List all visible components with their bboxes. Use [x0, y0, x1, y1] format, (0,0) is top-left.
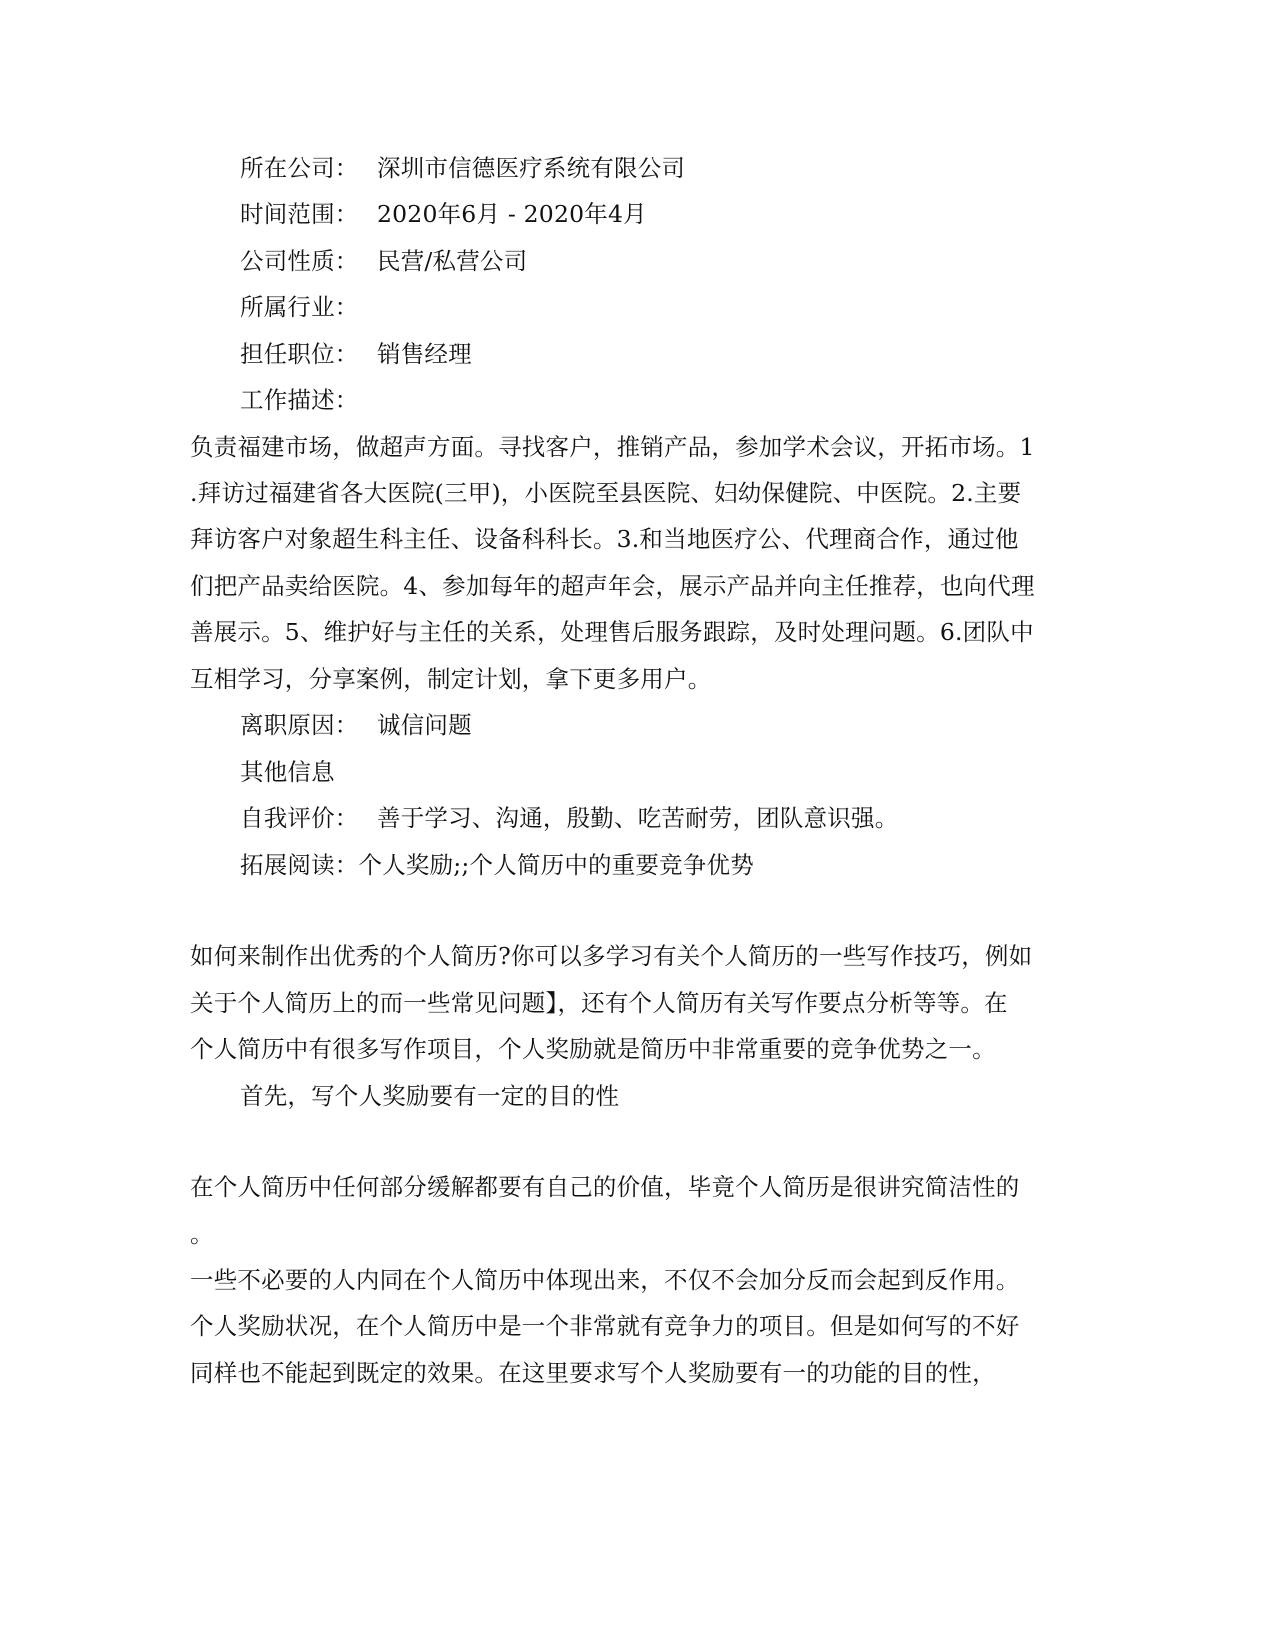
- leave-value: 诚信问题: [377, 711, 472, 739]
- self-eval-value: 善于学习、沟通，殷勤、吃苦耐劳，团队意识强。: [377, 804, 899, 832]
- company-row: [240, 153, 685, 183]
- position-label: 担任职位：: [240, 340, 359, 368]
- nature-row: [240, 246, 527, 276]
- article-line: 关于个人简历上的而一些常见问题】，还有个人简历有关写作要点分析等等。在: [190, 989, 1008, 1017]
- description-label: 工作描述：: [240, 386, 359, 414]
- nature-value: 民营/私营公司: [377, 247, 528, 275]
- position-value: 销售经理: [377, 340, 472, 368]
- article-line: 个人简历中有很多写作项目，个人奖励就是简历中非常重要的竞争优势之一。: [190, 1035, 996, 1063]
- article-line: 同样也不能起到既定的效果。在这里要求写个人奖励要有一的功能的目的性，: [190, 1359, 996, 1387]
- description-line: 善展示。5、维护好与主任的关系，处理售后服务跟踪，及时处理问题。6.团队中: [190, 618, 1034, 646]
- company-value: 深圳市信德医疗系统有限公司: [377, 154, 686, 182]
- period-label: 时间范围：: [240, 200, 359, 228]
- leave-row: [240, 710, 472, 740]
- description-line: 互相学习，分享案例，制定计划，拿下更多用户。: [190, 665, 712, 693]
- other-info-heading: 其他信息: [240, 758, 335, 786]
- self-eval-label: 自我评价：: [240, 804, 359, 832]
- description-label-row: [240, 385, 359, 415]
- industry-label: 所属行业：: [240, 293, 359, 321]
- article-subheading: 首先，写个人奖励要有一定的目的性: [240, 1082, 620, 1110]
- industry-row: [240, 292, 377, 322]
- description-line: 负责福建市场，做超声方面。寻找客户，推销产品，参加学术会议，开拓市场。1: [190, 433, 1035, 461]
- extended-reading: 拓展阅读：个人奖励;;个人简历中的重要竞争优势: [240, 851, 754, 879]
- article-line: 。: [190, 1220, 214, 1248]
- period-row: [240, 199, 647, 229]
- nature-label: 公司性质：: [240, 247, 359, 275]
- article-line: 如何来制作出优秀的个人简历?你可以多学习有关个人简历的一些写作技巧，例如: [190, 942, 1033, 970]
- article-line: 在个人简历中任何部分缓解都要有自己的价值，毕竟个人简历是很讲究简洁性的: [190, 1173, 1020, 1201]
- period-value: 2020年6月 - 2020年4月: [377, 200, 647, 228]
- description-line: 们把产品卖给医院。4、参加每年的超声年会，展示产品并向主任推荐，也向代理: [190, 572, 1035, 600]
- description-line: .拜访过福建省各大医院(三甲)，小医院至县医院、妇幼保健院、中医院。2.主要: [190, 479, 1022, 507]
- self-eval-row: [240, 803, 898, 833]
- company-label: 所在公司：: [240, 154, 359, 182]
- article-line: 个人奖励状况，在个人简历中是一个非常就有竞争力的项目。但是如何写的不好: [190, 1312, 1020, 1340]
- description-line: 拜访客户对象超生科主任、设备科科长。3.和当地医疗公、代理商合作，通过他: [190, 525, 1019, 553]
- article-line: 一些不必要的人内同在个人简历中体现出来，不仅不会加分反而会起到反作用。: [190, 1266, 1020, 1294]
- leave-label: 离职原因：: [240, 711, 359, 739]
- position-row: [240, 339, 472, 369]
